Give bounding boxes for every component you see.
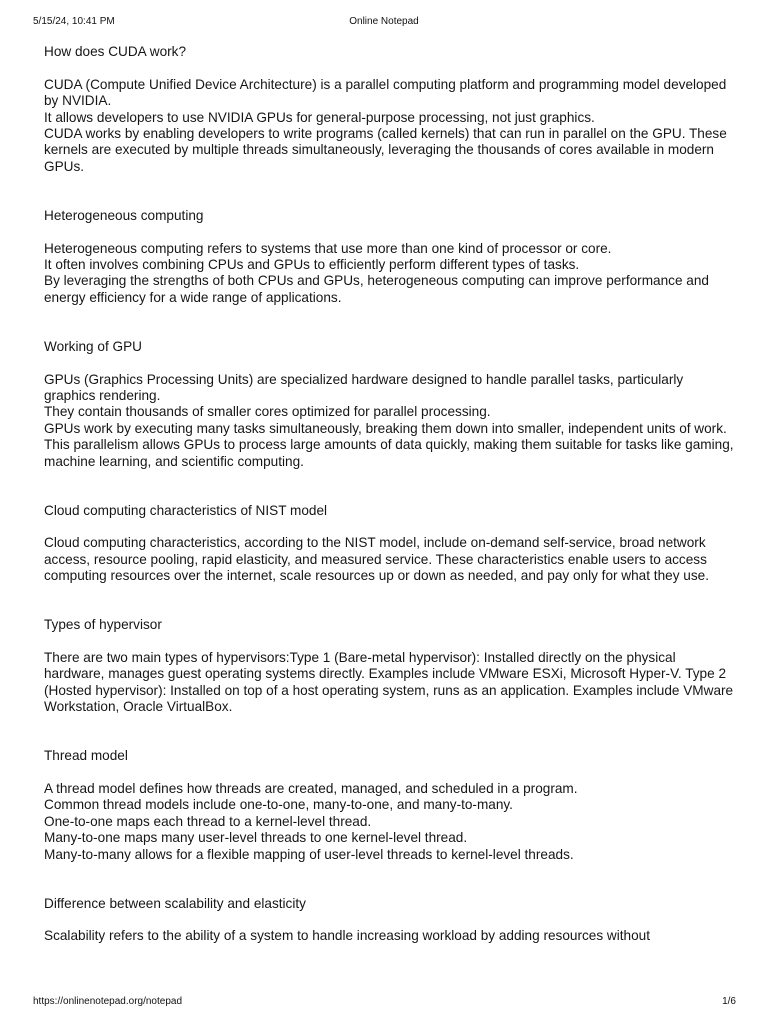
body-line: It often involves combining CPUs and GPUs to efficiently perform different types of tasks.	[44, 257, 580, 272]
body-line: Scalability refers to the ability of a system to handle increasing workload by adding resources without	[44, 928, 650, 944]
print-header	[0, 15, 768, 29]
section-heading: Thread model	[44, 748, 128, 764]
body-line: CUDA (Compute Unified Device Architecture) is a parallel computing platform and programming model developed by NVIDIA.	[44, 76, 727, 109]
body-line: Cloud computing characteristics, according to the NIST model, include on-demand self-service, broad network access, resource pooling, rapid elasticity, and measured service. These characteristics enable users to access computing resources over the internet, scale resources up or down as needed, and pay only for what they use.	[44, 535, 709, 584]
page-url-link[interactable]: https://onlinenotepad.org/notepad	[33, 996, 183, 1007]
body-line: A thread model defines how threads are created, managed, and scheduled in a program.	[44, 781, 578, 796]
body-line: One-to-one maps each thread to a kernel-level thread.	[44, 813, 372, 829]
section-body	[44, 535, 734, 584]
body-line: It allows developers to use NVIDIA GPUs for general-purpose processing, not just graphics.	[44, 109, 595, 125]
body-line: Many-to-many allows for a flexible mapping of user-level threads to kernel-level threads.	[44, 846, 574, 862]
note-section-cuda	[44, 44, 734, 175]
body-line: Common thread models include one-to-one, many-to-one, and many-to-many.	[44, 797, 513, 813]
page-number: 1/6	[722, 996, 736, 1007]
section-body	[44, 928, 734, 944]
body-line: There are two main types of hypervisors:Type 1 (Bare-metal hypervisor): Installed directly on the physical hardware, manages guest operating systems directly. Examples include VMware ESXi, Microsoft Hyper-V. Type 2 (Hosted hypervisor): Installed on top of a host operating system, runs as an application. Examples include VMware Workstation, Oracle VirtualBox.	[44, 650, 734, 715]
body-line: By leveraging the strengths of both CPUs and GPUs, heterogeneous computing can improve performance and energy efficiency for a wide range of applications.	[44, 273, 709, 305]
section-heading: Working of GPU	[44, 338, 142, 354]
body-line: Heterogeneous computing refers to systems that use more than one kind of processor or core.	[44, 240, 612, 256]
body-line: Many-to-one maps many user-level threads to one kernel-level thread.	[44, 830, 468, 846]
note-section-working-of-gpu	[44, 339, 734, 470]
section-body	[44, 372, 734, 470]
body-line: CUDA works by enabling developers to write programs (called kernels) that can run in parallel on the GPU. These kernels are executed by multiple threads simultaneously, leveraging the thousands of cores available in modern GPUs.	[44, 126, 727, 174]
note-section-thread-model	[44, 748, 734, 863]
note-section-scalability-elasticity	[44, 896, 734, 945]
section-heading: Difference between scalability and elasticity	[44, 895, 306, 911]
note-content	[44, 44, 734, 945]
section-body	[44, 77, 734, 175]
note-section-nist-cloud	[44, 503, 734, 585]
print-datetime: 5/15/24, 10:41 PM	[33, 16, 115, 27]
section-body	[44, 781, 734, 863]
section-heading: Cloud computing characteristics of NIST model	[44, 502, 328, 518]
note-section-hypervisor-types	[44, 617, 734, 715]
body-line: GPUs (Graphics Processing Units) are specialized hardware designed to handle parallel tasks, particularly graphics rendering.	[44, 371, 684, 403]
section-body	[44, 650, 734, 716]
print-page-title: Online Notepad	[349, 16, 419, 27]
section-heading: Heterogeneous computing	[44, 207, 204, 223]
body-line: They contain thousands of smaller cores optimized for parallel processing.	[44, 404, 491, 420]
note-section-heterogeneous-computing	[44, 208, 734, 306]
print-footer	[0, 995, 768, 1009]
section-heading: Types of hypervisor	[44, 617, 162, 633]
section-heading: How does CUDA work?	[44, 44, 187, 59]
body-line: This parallelism allows GPUs to process large amounts of data quickly, making them suitable for tasks like gaming, machine learning, and scientific computing.	[44, 437, 734, 469]
section-body	[44, 241, 734, 307]
body-line: GPUs work by executing many tasks simultaneously, breaking them down into smaller, independent units of work.	[44, 420, 727, 436]
